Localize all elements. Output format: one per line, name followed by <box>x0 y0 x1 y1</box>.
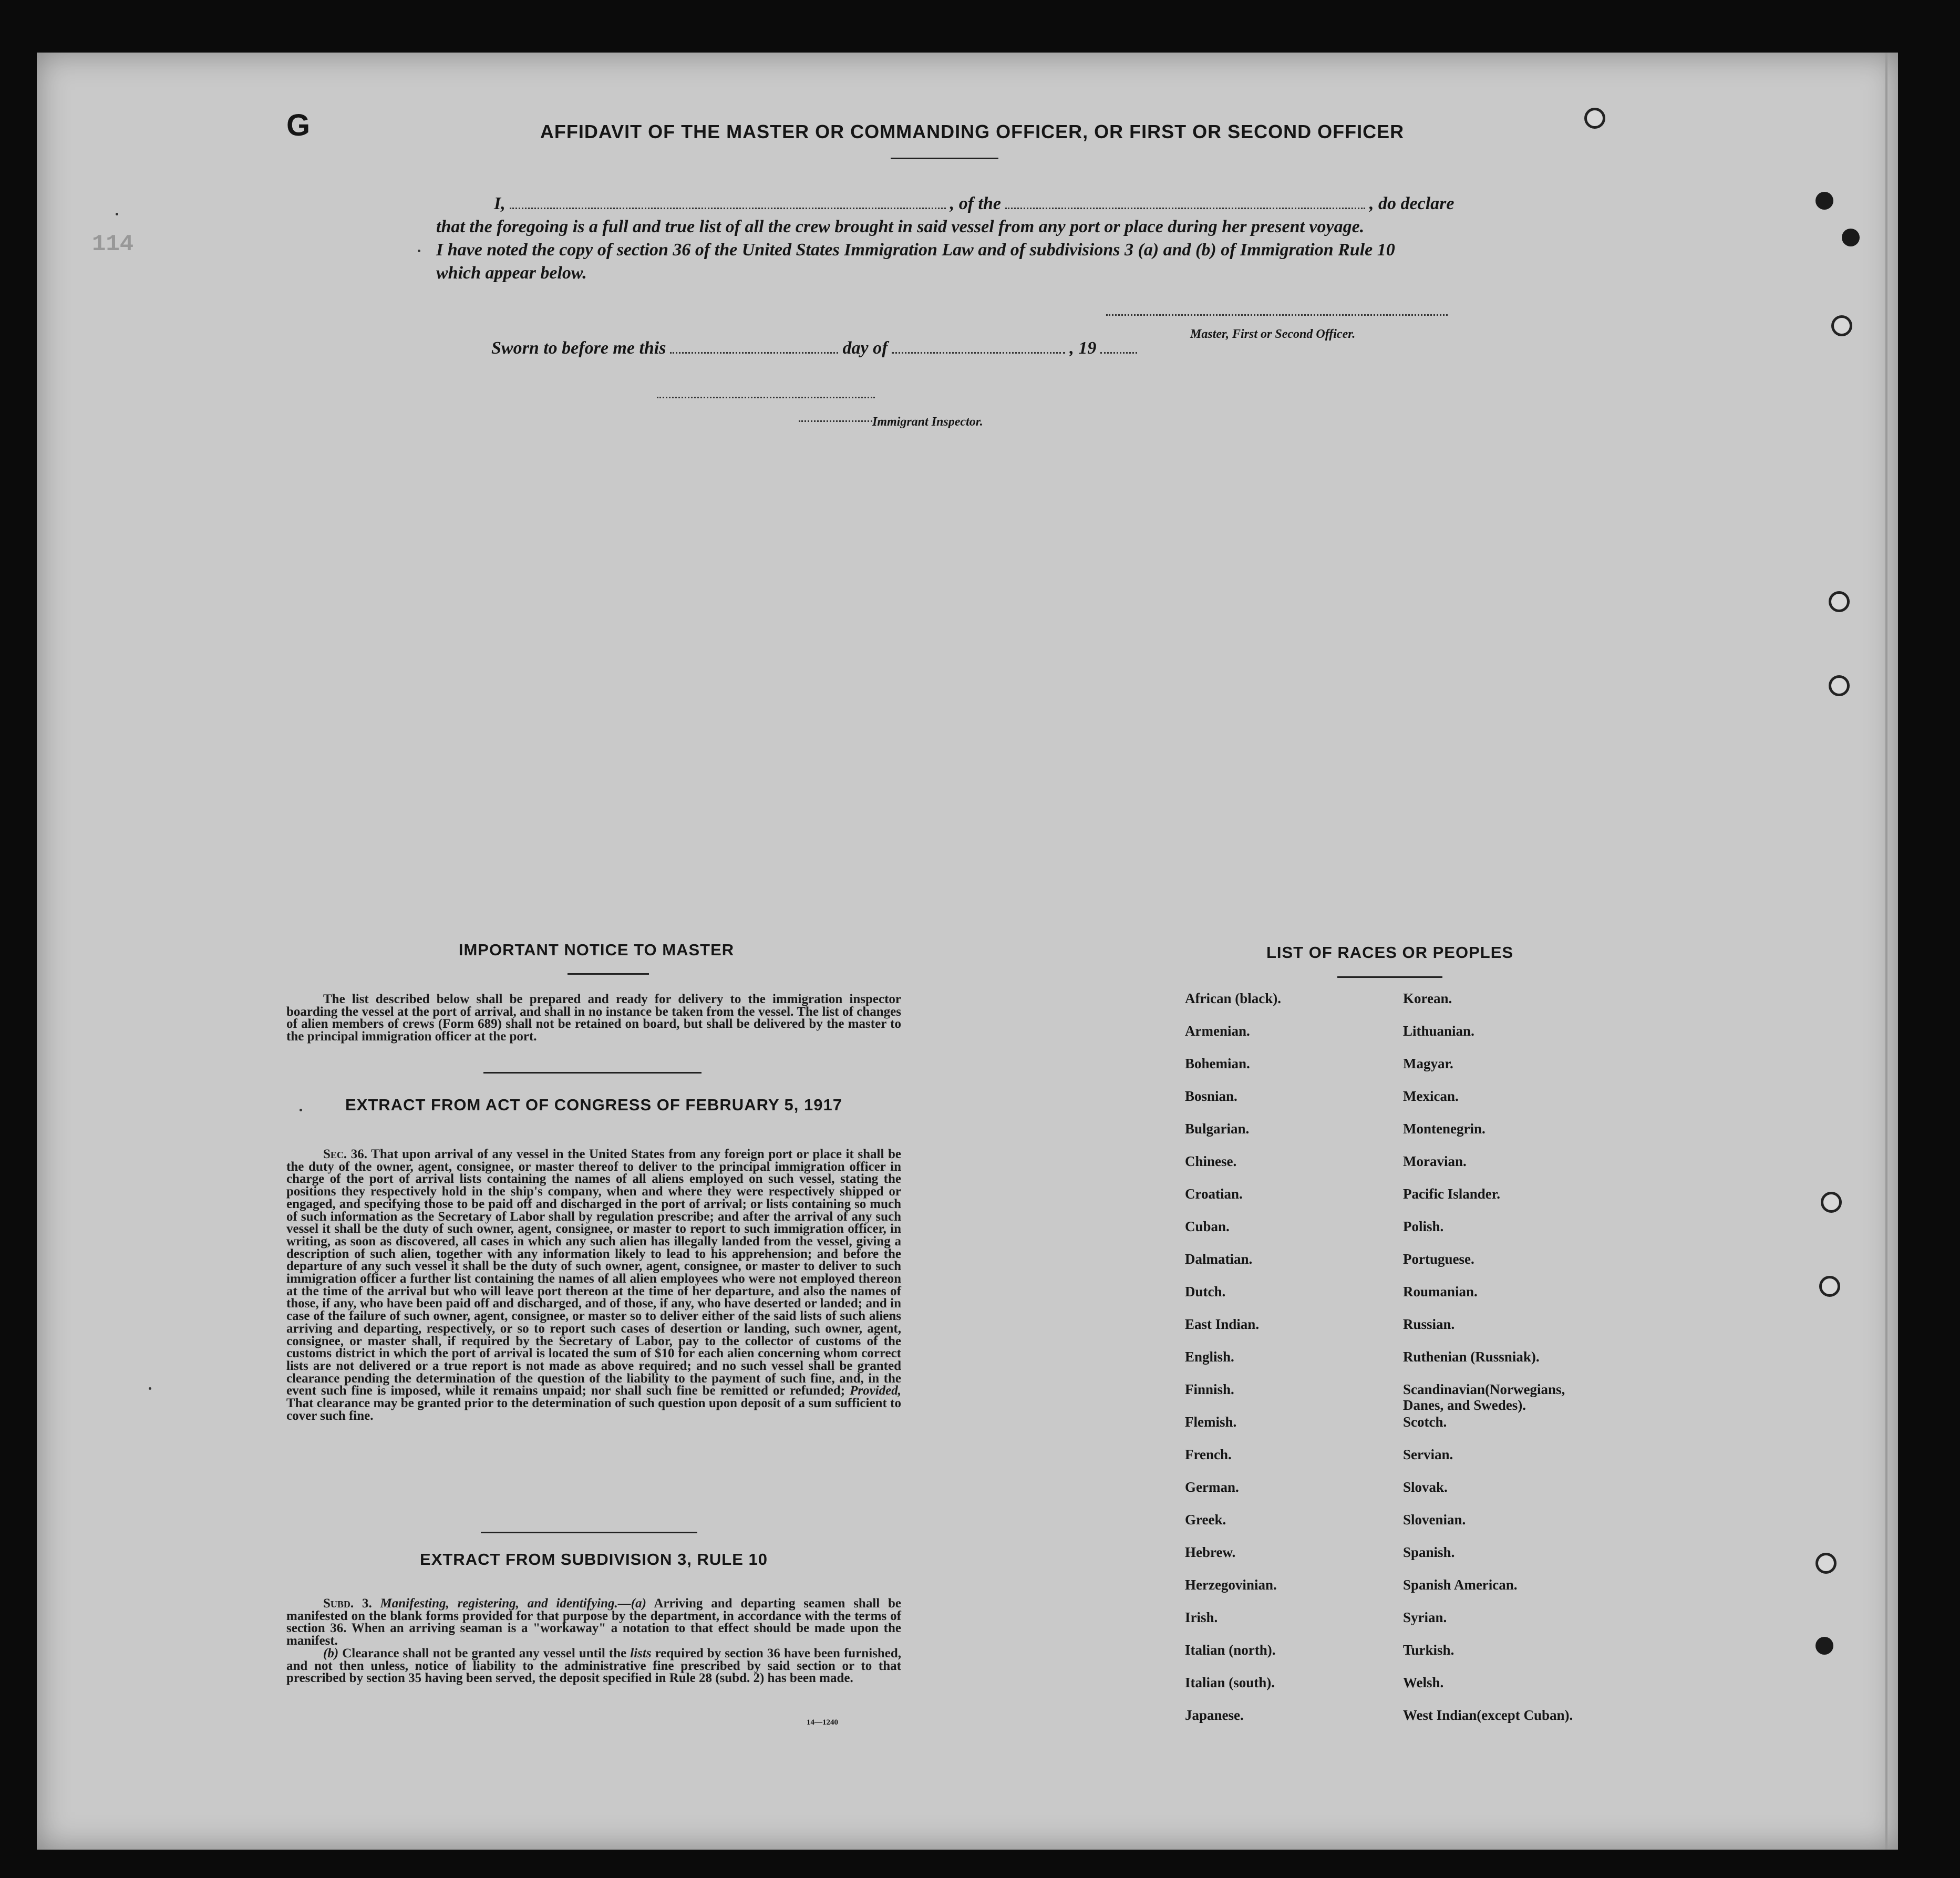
race-item: Bohemian. <box>1185 1056 1250 1071</box>
race-item: Magyar. <box>1403 1056 1453 1071</box>
rule-text-b1: Clearance shall not be granted any vessel until the <box>342 1646 627 1660</box>
form-number: 14—1240 <box>807 1718 838 1727</box>
races-title: LIST OF RACES OR PEOPLES <box>1266 943 1514 962</box>
race-item: Irish. <box>1185 1609 1218 1625</box>
inspector-signature-line[interactable] <box>657 397 875 398</box>
day-of-label: day of <box>842 338 888 358</box>
declaration-line-2: that the foregoing is a full and true list of all the crew brought in said vessel from any port or place during her present voyage. <box>436 217 1365 236</box>
sworn-month-blank[interactable] <box>892 336 1065 354</box>
race-item: East Indian. <box>1185 1316 1260 1332</box>
race-item: Spanish. <box>1403 1544 1455 1560</box>
binder-hole <box>1829 675 1850 696</box>
race-item: Herzegovinian. <box>1185 1577 1277 1593</box>
speck <box>149 1387 151 1390</box>
race-item: African (black). <box>1185 990 1281 1006</box>
race-item: Pacific Islander. <box>1403 1186 1500 1202</box>
of-the-label: , of the <box>950 194 1002 213</box>
vessel-blank[interactable] <box>1005 192 1365 209</box>
race-item: Montenegrin. <box>1403 1121 1486 1137</box>
rule-heading: Manifesting, registering, and identifying.—(a) <box>380 1596 646 1611</box>
race-item: Greek. <box>1185 1512 1226 1528</box>
document-sheet <box>37 53 1898 1850</box>
lists-word: lists <box>630 1646 652 1660</box>
binder-hole <box>1842 229 1860 246</box>
rule-text-b2: required by section 36 have been furnished, and not then unless, notice of liability to the administrative fine prescribed by said section or to that prescribed by section 35 having been served, the deposit specified in Rule 28 (subd. 2) has been made. <box>286 1646 902 1686</box>
race-item: Portuguese. <box>1403 1251 1474 1267</box>
binder-hole <box>1819 1276 1840 1297</box>
race-item: Slovenian. <box>1403 1512 1466 1528</box>
notice-title: IMPORTANT NOTICE TO MASTER <box>458 941 735 959</box>
races-column-1 <box>1185 990 1281 1740</box>
inspector-caption: Immigrant Inspector. <box>872 415 983 429</box>
race-item: Japanese. <box>1185 1707 1244 1723</box>
race-item: English. <box>1185 1349 1234 1365</box>
notice-title-rule <box>568 973 649 975</box>
speck <box>418 250 420 252</box>
subd-label: Subd. 3. <box>323 1596 372 1611</box>
affidavit-title-rule <box>891 158 998 159</box>
race-item: German. <box>1185 1479 1239 1495</box>
binder-hole <box>1831 315 1852 336</box>
name-blank[interactable] <box>510 192 946 209</box>
race-item: Cuban. <box>1185 1219 1230 1234</box>
race-item: Chinese. <box>1185 1153 1237 1169</box>
race-item: Scotch. <box>1403 1414 1447 1430</box>
races-column-2 <box>1403 990 1603 1740</box>
act-text <box>286 1148 901 1422</box>
race-item: Bulgarian. <box>1185 1121 1250 1137</box>
sworn-label: Sworn to before me this <box>491 338 666 358</box>
declaration-line-3: I have noted the copy of section 36 of the United States Immigration Law and of subdivisions 3 (a) and (b) of Immigration Rule 10 <box>436 240 1395 260</box>
act-body: That upon arrival of any vessel in the United States from any foreign port or place it shall be the duty of the owner, agent, consignee, or master thereof to deliver to the principal immigration officer in charge of the port of arrival lists containing the names of all aliens employed on such vessel, stating the positions they respectively hold in the ship's company, when and where they were respectively shipped or engaged, and specifying those to be paid off and discharged in the port of arrival; or lists containing so much of such information as the Secretary of Labor shall by regulation prescribe; and after the arrival of any such vessel it shall be the duty of such owner, agent, consignee, or master to report to such immigration officer, in writing, as soon as discovered, all cases in which any such alien has illegally landed from the vessel, giving a description of such alien, together with any information likely to lead to his apprehension; and before the departure of any such vessel it shall be the duty of such owner, agent, consignee, or master to deliver to such immigration officer a further list containing the names of all alien employees who were not employed thereon at the time of the arrival but who will leave port thereon at the time of her departure, and also the names of those, if any, who have been paid off and discharged, and of those, if any, who have deserted or landed; and in case of the failure of such owner, agent, consignee, or master so to deliver either of the said lists of such aliens arriving and departing, respectively, or so to report such cases of desertion or landing, such owner, agent, consignee, or master shall, if required by the Secretary of Labor, pay to the collector of customs of the customs district in which the port of arrival is located the sum of $10 for each alien concerning whom correct lists are not delivered or a true report is not made as above required; and no such vessel shall be granted clearance pending the determination of the question of the liability to the payment of such fine, and, in the event such fine is imposed, while it remains unpaid; nor shall such fine be remitted or refunded; <box>286 1147 901 1398</box>
rule-text-a: Arriving and departing seamen shall be manifested on the blank forms provided for that purpose by the department, in accordance with the terms of section 36. When an arriving seaman is a "workaway" a notation to that effect should be made upon the manifest. <box>286 1596 902 1648</box>
race-item: Dutch. <box>1185 1284 1226 1299</box>
year-label: , 19 <box>1069 338 1097 358</box>
sworn-year-blank[interactable] <box>1100 336 1137 354</box>
race-item: Russian. <box>1403 1316 1455 1332</box>
race-item: Armenian. <box>1185 1023 1250 1039</box>
race-item: Moravian. <box>1403 1153 1467 1169</box>
race-item: Welsh. <box>1403 1675 1444 1690</box>
affidavit-title: AFFIDAVIT OF THE MASTER OR COMMANDING OFFICER, OR FIRST OR SECOND OFFICER <box>540 121 1405 142</box>
binder-hole <box>1821 1192 1842 1213</box>
i-label: I, <box>494 194 506 213</box>
race-item: Finnish. <box>1185 1381 1234 1397</box>
sheet-edge <box>1885 53 1887 1850</box>
binder-hole <box>1815 1637 1833 1655</box>
do-declare-label: , do declare <box>1369 194 1454 213</box>
affidavit-declaration <box>436 192 1453 285</box>
race-item: Turkish. <box>1403 1642 1454 1658</box>
inspector-caption-leader <box>799 420 872 422</box>
race-item: Lithuanian. <box>1403 1023 1474 1039</box>
master-caption: Master, First or Second Officer. <box>1190 327 1356 341</box>
race-item: Dalmatian. <box>1185 1251 1253 1267</box>
races-title-rule <box>1337 976 1442 978</box>
binder-hole <box>1829 591 1850 612</box>
race-item: Roumanian. <box>1403 1284 1478 1299</box>
speck <box>300 1109 302 1111</box>
master-signature-line[interactable] <box>1106 314 1448 316</box>
notice-text: The list described below shall be prepared and ready for delivery to the immigration inspector boarding the vessel at the port of arrival, and shall in no instance be taken from the vessel. The list of changes of alien members of crews (Form 689) shall not be retained on board, but shall be delivered by the master to the principal immigration officer at the port. <box>286 992 901 1044</box>
sec-label: Sec. 36. <box>323 1147 367 1161</box>
corner-mark: G <box>286 108 311 142</box>
notice-divider <box>483 1072 702 1074</box>
bleed-through-mark: 114 <box>92 231 134 257</box>
speck <box>116 213 118 215</box>
act-divider <box>481 1532 697 1533</box>
race-item: Italian (north). <box>1185 1642 1276 1658</box>
race-item: Hebrew. <box>1185 1544 1236 1560</box>
race-item: Korean. <box>1403 990 1452 1006</box>
race-item: Ruthenian (Russniak). <box>1403 1349 1540 1365</box>
race-item: Spanish American. <box>1403 1577 1518 1593</box>
race-item: West Indian(except Cuban). <box>1403 1707 1573 1723</box>
declaration-line-1 <box>436 192 1453 215</box>
race-item: Slovak. <box>1403 1479 1448 1495</box>
declaration-line-4: which appear below. <box>436 263 587 283</box>
b-label: (b) <box>323 1646 339 1660</box>
race-item: Flemish. <box>1185 1414 1237 1430</box>
provided-label: Provided, <box>850 1384 902 1398</box>
race-item: Croatian. <box>1185 1186 1243 1202</box>
rule-title: EXTRACT FROM SUBDIVISION 3, RULE 10 <box>420 1550 768 1569</box>
sworn-line <box>491 336 1141 358</box>
rule-text <box>286 1597 901 1685</box>
race-item: Syrian. <box>1403 1609 1447 1625</box>
binder-hole <box>1815 1553 1837 1574</box>
act-title: EXTRACT FROM ACT OF CONGRESS OF FEBRUARY 5, 1917 <box>345 1096 842 1114</box>
binder-hole <box>1815 192 1833 210</box>
race-item: Mexican. <box>1403 1088 1459 1104</box>
binder-hole <box>1584 108 1605 129</box>
race-item: Scandinavian(Norwegians, Danes, and Swedes). <box>1403 1381 1565 1413</box>
act-body-end: That clearance may be granted prior to the determination of such question upon deposit of a sum sufficient to cover such fine. <box>286 1396 901 1423</box>
race-item: French. <box>1185 1447 1232 1462</box>
race-item: Polish. <box>1403 1219 1444 1234</box>
race-item: Italian (south). <box>1185 1675 1275 1690</box>
race-item: Servian. <box>1403 1447 1453 1462</box>
sworn-day-blank[interactable] <box>670 336 838 354</box>
race-item: Bosnian. <box>1185 1088 1237 1104</box>
